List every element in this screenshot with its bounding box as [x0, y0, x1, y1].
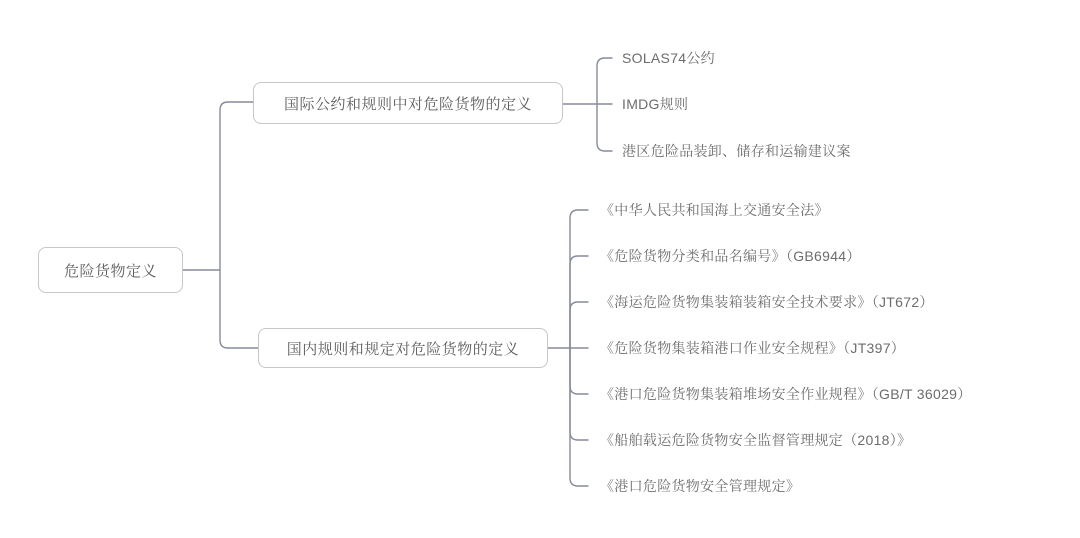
connector-branch2-leaf-0 [570, 210, 588, 348]
leaf-node-imdg[interactable]: IMDG规则 [622, 96, 689, 112]
leaf-node-solas74[interactable]: SOLAS74公约 [622, 50, 715, 66]
root-node-dangerous-goods-definition[interactable] [38, 247, 183, 293]
leaf-node-gbt36029[interactable]: 《港口危险货物集装箱堆场安全作业规程》（GB/T 36029） [600, 386, 972, 402]
connector-branch2-leaf-6 [570, 348, 588, 486]
connector-root-branch-international [220, 102, 253, 270]
connector-branch2-leaf-4 [570, 348, 588, 394]
branch-node-domestic-rules[interactable] [258, 328, 548, 368]
branch-node-label: 国际公约和规则中对危险货物的定义 [283, 95, 532, 113]
leaf-node-maritime-traffic-safety-law[interactable]: 《中华人民共和国海上交通安全法》 [600, 202, 829, 218]
leaf-node-gb6944[interactable]: 《危险货物分类和品名编号》（GB6944） [600, 248, 861, 264]
connector-branch2-leaf-1 [570, 256, 588, 348]
leaf-node-jt672[interactable]: 《海运危险货物集装箱装箱安全技术要求》（JT672） [600, 294, 934, 310]
leaf-node-port-dangerous-goods-safety-regulation[interactable]: 《港口危险货物安全管理规定》 [600, 478, 801, 494]
leaf-node-jt397[interactable]: 《危险货物集装箱港口作业安全规程》（JT397） [600, 340, 906, 356]
connector-branch1-leaf-0 [597, 58, 612, 104]
leaf-node-port-area-recommendations[interactable]: 港区危险品装卸、储存和运输建议案 [622, 143, 851, 159]
branch-node-international-conventions[interactable] [253, 82, 563, 124]
leaf-node-ship-carriage-regulation-2018[interactable]: 《船舶载运危险货物安全监督管理规定（2018）》 [600, 432, 912, 448]
connector-root-branch-domestic [220, 270, 258, 348]
branch-node-label: 国内规则和规定对危险货物的定义 [286, 340, 520, 358]
root-node-label: 危险货物定义 [63, 262, 157, 280]
connector-branch2-leaf-5 [570, 348, 588, 440]
connector-branch1-leaf-2 [597, 104, 612, 151]
connector-branch2-leaf-2 [570, 302, 588, 348]
